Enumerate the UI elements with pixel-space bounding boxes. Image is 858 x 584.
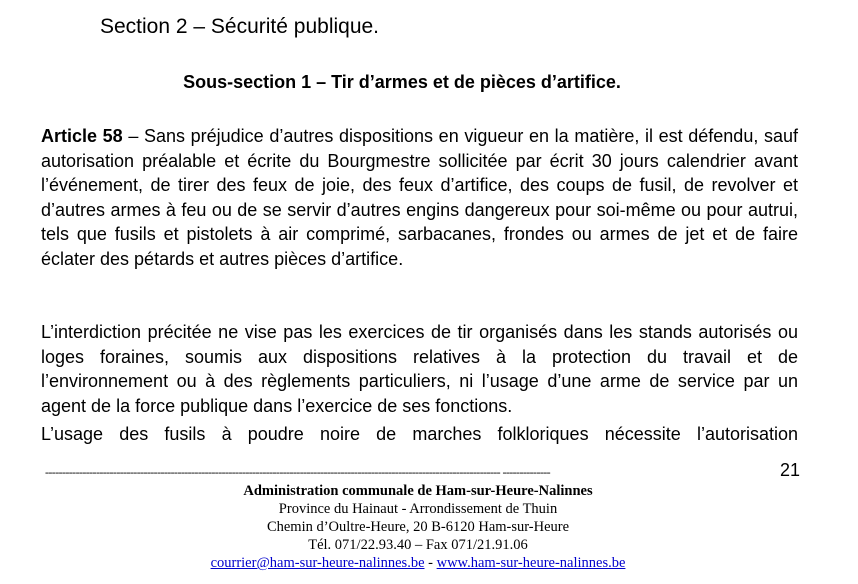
footer-province: Province du Hainaut - Arrondissement de Thuin	[278, 501, 558, 517]
article-paragraph-2: L’interdiction précitée ne vise pas les exercices de tir organisés dans les stands autorisés ou loges foraines, soumis aux dispositions relatives à la protection du travail et de l’environnement ou à des règlements particuliers, ni l’usage d’une arme de service par un agent de la force publique dans l’exercice de ses fonctions.	[41, 322, 798, 416]
page-number: 21	[780, 460, 801, 480]
section-title: Section 2 – Sécurité publique.	[100, 15, 380, 38]
footer-email-link[interactable]: courrier@ham-sur-heure-nalinnes.be	[210, 555, 425, 571]
footer-dashed-rule: -------------------------------------------------------------------------------------------------------------------------------------- --------------	[45, 465, 551, 479]
footer	[0, 482, 836, 572]
footer-link-separator: -	[424, 555, 437, 571]
footer-links	[0, 554, 836, 572]
footer-website-link[interactable]: www.ham-sur-heure-nalinnes.be	[436, 555, 626, 571]
footer-phone: Tél. 071/22.93.40 – Fax 071/21.91.06	[308, 537, 528, 553]
article-intro-text: – Sans préjudice d’autres dispositions en vigueur en la matière, il est défendu, sauf autorisation préalable et écrite du Bourgmestre sollicitée par écrit 30 jours calendrier avant l’événement, de tirer des feux de joie, des feux d’artifice, des coups de fusil, de revolver et d’autres armes à feu ou de se servir d’autres engins dangereux pour soi-même ou pour autrui, tels que fusils et pistolets à air comprimé, sarbacanes, frondes ou armes de jet et de faire éclater des pétards et autres pièces d’artifice.	[41, 126, 798, 269]
article-paragraph-1	[41, 124, 798, 272]
article-label: Article 58	[41, 126, 123, 146]
footer-address: Chemin d’Oultre-Heure, 20 B-6120 Ham-sur-Heure	[266, 519, 570, 535]
footer-administration: Administration communale de Ham-sur-Heure-Nalinnes	[243, 483, 593, 499]
subsection-title: Sous-section 1 – Tir d’armes et de pièces d’artifice.	[183, 72, 621, 92]
article-paragraph-3: L’usage des fusils à poudre noire de marches folkloriques nécessite l’autorisation	[41, 424, 798, 444]
